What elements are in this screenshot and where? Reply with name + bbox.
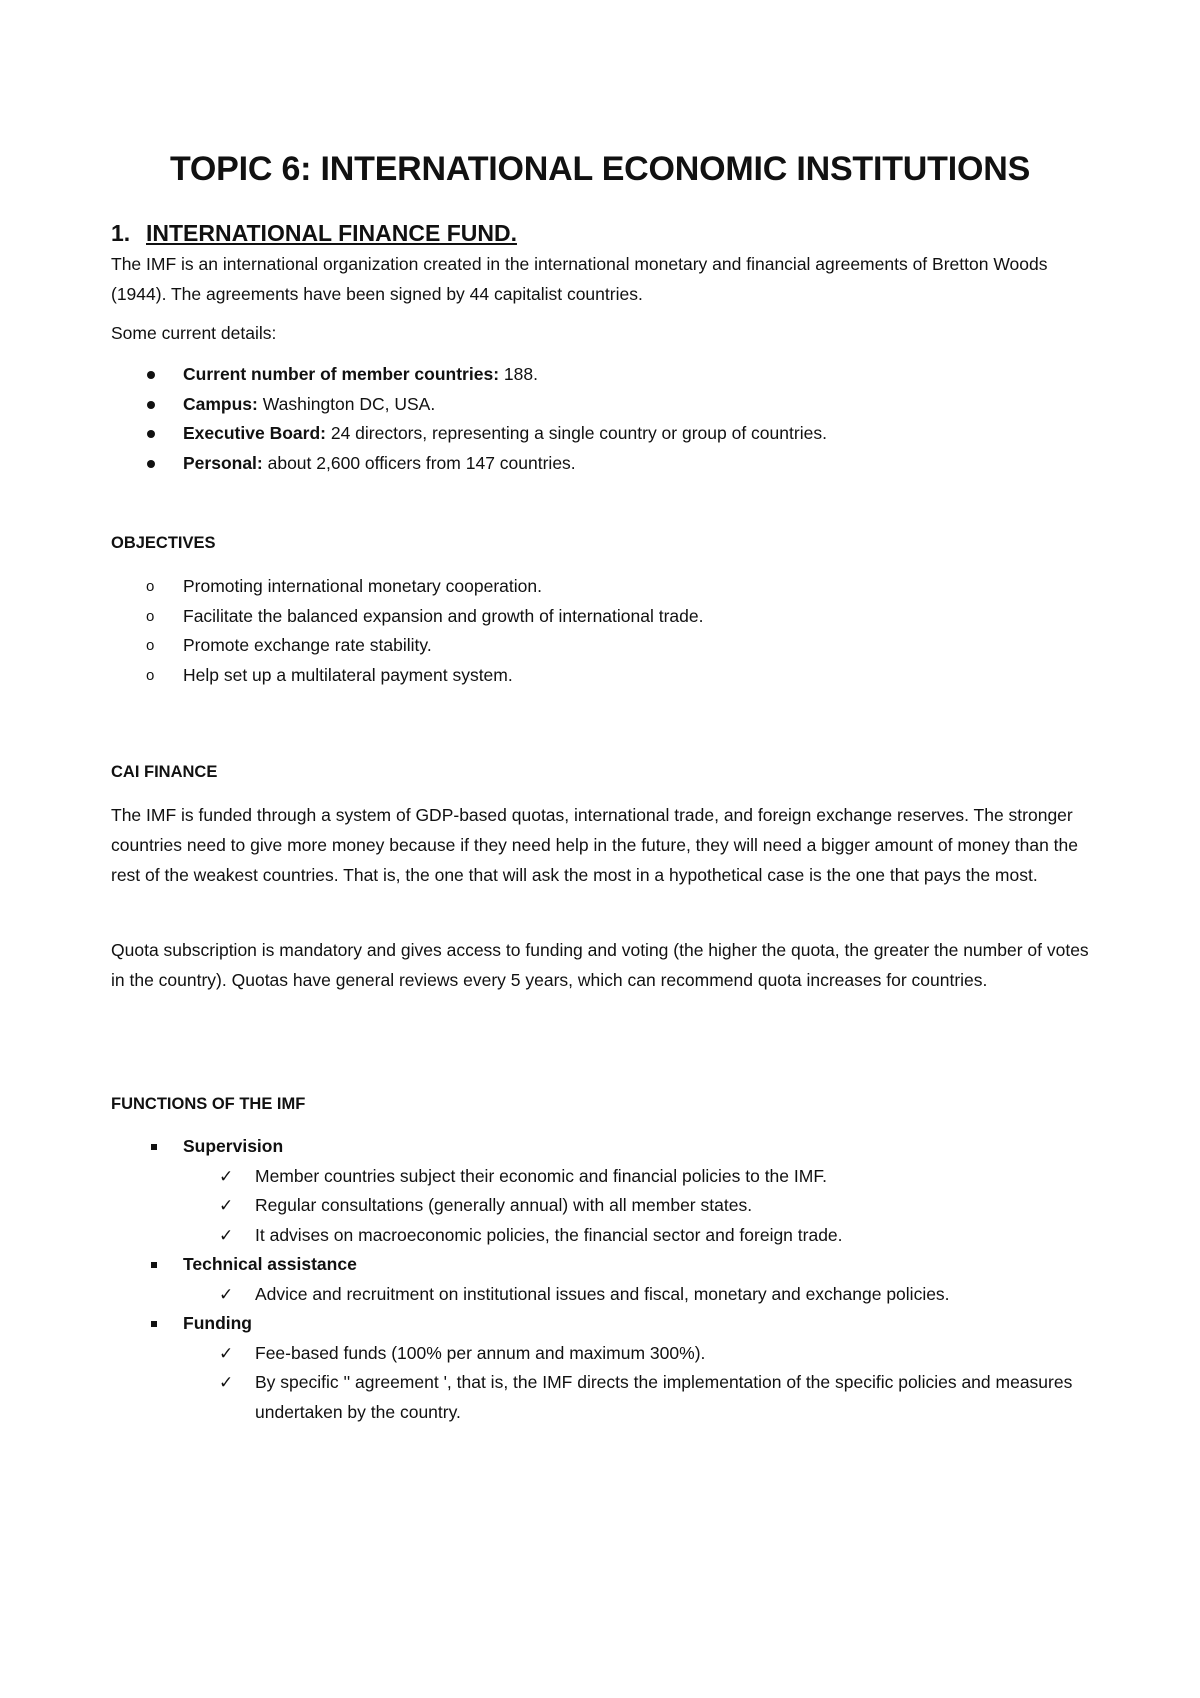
list-item: [111, 1280, 1101, 1310]
bullet-icon: [147, 460, 155, 468]
objective-text: Facilitate the balanced expansion and growth of international trade.: [183, 605, 704, 626]
bullet-icon: [147, 430, 155, 438]
page-title: TOPIC 6: INTERNATIONAL ECONOMIC INSTITUTIONS: [169, 150, 1031, 188]
list-item: [111, 390, 1101, 420]
list-item: [111, 360, 1101, 390]
function-group-label: [111, 1132, 1101, 1162]
objective-text: Promoting international monetary cooperation.: [183, 576, 542, 596]
list-item: [111, 1339, 1101, 1369]
list-item: [111, 1368, 1101, 1427]
check-item-text: Member countries subject their economic and financial policies to the IMF.: [255, 1165, 827, 1186]
function-group: [111, 1132, 1101, 1162]
list-item: [111, 572, 1101, 602]
list-item: [111, 602, 1101, 632]
list-item: [111, 1221, 1101, 1251]
section-number: 1.: [111, 220, 131, 246]
circle-bullet-icon: o: [146, 666, 155, 684]
function-group-label: [111, 1250, 1101, 1280]
checklist: [111, 1339, 1101, 1428]
details-list: [111, 360, 1101, 478]
finance-heading: CAI FINANCE: [111, 763, 218, 781]
list-item: [111, 631, 1101, 661]
checkmark-icon: ✓: [219, 1343, 234, 1363]
finance-paragraph-2: Quota subscription is mandatory and gives access to funding and voting (the higher the quota, the greater the number of votes in the country). Quotas have general reviews every 5 years, which can recommend quota increases for countries.: [111, 940, 1089, 990]
list-item: [111, 1162, 1101, 1192]
function-group-label: [111, 1309, 1101, 1339]
check-item-text: By specific '' agreement ', that is, the IMF directs the implementation of the specific policies and measures undertaken by the country.: [255, 1372, 1073, 1422]
check-item-text: Fee-based funds (100% per annum and maximum 300%).: [255, 1342, 706, 1363]
group-label-text: Funding: [183, 1313, 253, 1333]
function-group: [111, 1309, 1101, 1339]
detail-value: Washington DC, USA.: [257, 393, 436, 414]
detail-value: 24 directors, representing a single country or group of countries.: [325, 423, 827, 443]
functions-list: [111, 1132, 1101, 1427]
checkmark-icon: ✓: [219, 1373, 234, 1392]
details-label: Some current details:: [111, 323, 277, 343]
section-title: INTERNATIONAL FINANCE FUND.: [146, 220, 517, 246]
circle-bullet-icon: o: [146, 578, 155, 595]
square-bullet-icon: [151, 1321, 157, 1327]
detail-label: Personal:: [183, 452, 263, 473]
detail-value: 188.: [499, 364, 538, 384]
section-heading-1: [111, 218, 1101, 248]
finance-paragraph-1: The IMF is funded through a system of GDP-based quotas, international trade, and foreign exchange reserves. The stronger countries need to give more money because if they need help in the future, they will need a bigger amount of money than the rest of the weakest countries. That is, the one that will ask the most in a hypothetical case is the one that pays the most.: [111, 805, 1078, 885]
checkmark-icon: ✓: [219, 1284, 234, 1304]
objectives-list: [111, 572, 1101, 690]
group-label-text: Supervision: [183, 1136, 284, 1156]
circle-bullet-icon: o: [146, 637, 155, 654]
bullet-icon: [147, 401, 155, 409]
bullet-icon: [147, 371, 155, 379]
list-item: [111, 1191, 1101, 1221]
checklist: [111, 1280, 1101, 1310]
detail-label: Campus:: [183, 393, 258, 414]
list-item: [111, 419, 1101, 449]
objectives-heading: OBJECTIVES: [111, 534, 216, 552]
detail-value: about 2,600 officers from 147 countries.: [262, 452, 576, 473]
list-item: [111, 449, 1101, 479]
check-item-text: It advises on macroeconomic policies, the financial sector and foreign trade.: [255, 1224, 843, 1245]
checklist: [111, 1162, 1101, 1251]
checkmark-icon: ✓: [219, 1196, 234, 1215]
detail-label: Executive Board:: [183, 423, 326, 443]
check-item-text: Advice and recruitment on institutional issues and fiscal, monetary and exchange policies.: [255, 1283, 950, 1304]
square-bullet-icon: [151, 1262, 157, 1268]
detail-label: Current number of member countries:: [183, 364, 500, 384]
functions-heading: FUNCTIONS OF THE IMF: [111, 1095, 306, 1113]
checkmark-icon: ✓: [219, 1225, 234, 1245]
intro-paragraph: The IMF is an international organization created in the international monetary and financial agreements of Bretton Woods (1944). The agreements have been signed by 44 capitalist countries.: [111, 254, 1048, 304]
check-item-text: Regular consultations (generally annual) with all member states.: [255, 1195, 753, 1215]
objective-text: Help set up a multilateral payment system.: [183, 664, 513, 685]
list-item: [111, 661, 1101, 691]
function-group: [111, 1250, 1101, 1280]
checkmark-icon: ✓: [219, 1166, 234, 1186]
circle-bullet-icon: o: [146, 607, 155, 625]
objective-text: Promote exchange rate stability.: [183, 635, 432, 655]
square-bullet-icon: [151, 1144, 157, 1150]
group-label-text: Technical assistance: [183, 1254, 357, 1274]
